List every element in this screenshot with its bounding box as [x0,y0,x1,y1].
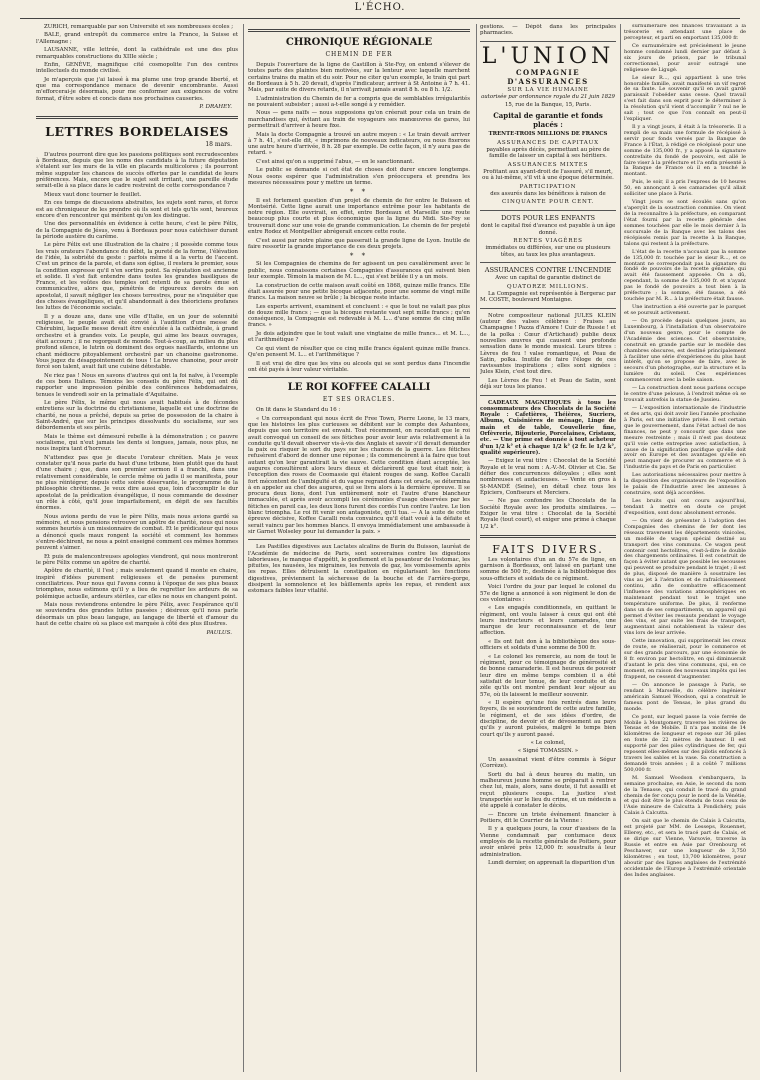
union-text: payables après décès, permettant au père de famille de laisser un capital à ses héritiers. [486,146,610,160]
article-paragraph: Et puis de malencontreuses apologies viendront, qui nous montreront le père Félix comme un apôtre de charité. [36,553,238,566]
intro-paragraph: Enfin, GENÈVE, magnifique cité cosmopolite l'un des centres intellectuels du monde civilisé. [36,62,238,75]
section-rule [248,539,470,540]
section-rule [480,210,616,211]
column-4 [624,24,746,1072]
article-paragraph: L'administration du Chemin de fer a compris que de semblables irrégularités ne pouvaient subsister ; aussi a-t-elle songé à y remédier. [248,95,470,108]
article-paragraph: On lit dans le Standard du 16 : [256,407,341,414]
column-divider-3 [620,24,621,1072]
article-paragraph: Cette innovation, qui supprimerait les creux de route, se réaliserait, pour le commerce et sur des grands parcours, par une économie de 8 fr. environ par hectolitre, en qui diminuerait d'autant le prix des vins communs, qui, en ce moment, en raison des nouveaux impôts qui les frappent, ne cessent d'augmenter. [624,638,746,680]
article-paragraph: Lundi dernier, on apprenait la disparition d'un [488,860,615,867]
article-paragraph: Ce qui vient de résulter que ce cinq mille francs égalent quinze mille francs. Qu'en pensent M. L... et l'arithmétique ? [248,345,470,359]
newspaper-title: L'ÉCHO. [354,2,406,13]
article-signature: « Le colonel, [530,739,566,746]
section-rule [248,29,470,32]
union-participation-heading: PARTICIPATION [519,183,577,190]
article-paragraph: Il y a quelques jours, la cour d'assises de la Vienne condamnait par contumace deux employés de la recette générale de Poitiers, pour avoir enlevé près 12,000 fr. soustraits à leur administration. [480,826,616,858]
article-paragraph: Les autorisations nécessaires pour mettre à la disposition des organisateurs de l'exposition le palais de l'Industrie avec les annexes à construire, sont déjà accordées. [624,472,746,497]
column-1 [36,24,238,1072]
union-capitaux-heading: ASSURANCES DE CAPITAUX [497,139,599,146]
union-mixtes-heading: ASSURANCES MIXTES [507,161,589,168]
intro-signature: P. DRAHEY. [199,104,232,111]
article-paragraph: Le père Félix, le même qui nous avait habitués à de fécondes entretiens sur la doctrine du christianisme, laquelle est une doctrine de charité, ne nous a prêché, depuis sa prise de possession de la chaire à Saint-André, que sur les principes dissolvants du socialisme, sur ses débordements et ses périls. [36,400,238,432]
article-signature: « Signé TOMASSIN. » [517,748,579,755]
incendie-millions: QUATORZE MILLIONS. [506,283,589,290]
article-paragraph: On sait que le chemin de Calais à Calcutta, est projeté par MM. de Lesseps, Rouennet, Ellerey, etc., et sera le tracé part de Calais, et se dirige sur Vienne, Varsovie, traverse la Russie et entre en Asie par Orenbourg et Peschawer, sur une longueur de 3,750 kilomètres ; en tout, 13,700 kilomètres, pour aboutir par des lignes anglaises de l'extrémité occidentale de l'Europe à l'extrémité orientale des Indes anglaises. [624,818,746,878]
column-2 [248,24,470,1072]
column-3 [480,24,616,1072]
chronique-title: CHRONIQUE RÉGIONALE [285,37,433,48]
incendie-representant: La Compagnie est représentée à Bergerac par M. COSTE, boulevard Montaigne. [480,291,616,304]
article-paragraph: Il est vrai de dire que les vins ou alcools qui se sont perdus dans l'incendie ont été payés à leur valeur véritable. [248,360,470,373]
union-subtitle: COMPAGNIE D'ASSURANCES [507,67,589,86]
koffee-subtitle: ET SES ORACLES. [322,396,396,404]
article-paragraph: Les experts arrivent, examinent et concluent : « que le tout ne valait pas plus de douze mille francs ; — que la bicoque restante vaut sept mille francs ; qu'en conséquence, la Compagnie est redevable à M. L... d'une somme de cinq mille francs. » [248,303,470,329]
klein-ad: Notre compositeur national JULES KLEIN (auteur des valses célèbres : Fraises au Champagne ! Pazza d'Amore ! Cuir de Russie ! et de la polka : Cœur d'Artichaud) publie deux nouvelles œuvres qui causent une profonde sensation dans le monde musical. Leurs titres : Lèvres de feu ! valse romantique, et Peau de Satin, polka. Inutile de faire l'éloge de ces ravissantes inspirations ; elles sont signées : Jules Klein, c'est tout dire. [480,312,616,376]
lettres-title: LETTRES BORDELAISES [45,123,229,139]
article-paragraph: — On vient de présenter à l'adoption des Compagnies des chemins de fer dont les réseaux traversent les départements vinicoles, un modèle de wagon spécial destiné au transport des vins communs. Ce wagon peut contenir cent hectolitres, c'est-à-dire le double des chargements ordinaires. Il est construit de façon à éviter autant que possible les secousses qui peuvent se produire pendant le trajet ; il est de plus, disposé de manière à soustraire les vins au jet à l'aération et de rafraîchissement continu, afin de combattre efficacement l'influence des variations atmosphériques en maintenant pendant tout le trajet une température uniforme. De plus, il renferme dans un de ses compartiments, un appareil qui permet d'éviter les ressauts pendant le voyage des vins, et par suite les frais de transport, augmentant ainsi notablement la valeur des vins lors de leur arrivée. [624,518,746,637]
article-paragraph: Ce pont, sur lequel passe la voie ferrée de Mobile à Montgomery, traverse les rivières de Tensas et de Mobile. Il n'a pas moins de 14 kilomètres de longueur et repose sur 36 piles en fonte de 22 mètres de hauteur. Il est supporté par des piles cylindriques de fer, qui reposent elles-mêmes sur des pilotis enfoncés à travers les sables et la vase. Sa construction a demandé trois années ; il a coûté 7 millions 500,000 fr. [624,713,746,773]
article-paragraph: Je dois adjoindre que le tout valait une vingtaine de mille francs... et M. L..., et l'arithmétique ? [248,330,470,344]
faits-divers-title: FAITS DIVERS. [492,542,604,556]
article-paragraph: — On annonce le passage à Paris, se rendant à Marseille, du célèbre ingénieur américain Samuel Woodson, qui a construit le fameux pont de Tensas, le plus grand du monde. [624,681,746,712]
article-paragraph: — Encore un triste événement financier à Poitiers, dit le Courrier de la Vienne : [480,811,616,824]
dots-title: DOTS POUR LES ENFANTS [501,213,595,222]
intro-paragraph: LAUSANNE, ville lettrée, dont la cathédrale est une des plus remarquables constructions du XIIIe siècle ; [36,47,238,60]
section-rule [480,395,616,396]
asterism-separator: * * [349,188,369,197]
article-paragraph: Le public se demande si cet état de choses doit durer encore longtemps. Nous osons espérer que l'administration s'en préoccupera et prendra les mesures nécessaires pour y mettre un terme. [248,167,470,186]
asterism-separator: * * [349,252,369,261]
masthead-rule [20,18,740,19]
section-rule [36,116,238,119]
article-paragraph: Les volontaires d'un an du 57e de ligne, en garnison à Bordeaux, ont laissé en partant une somme de 500 fr., destinée à la bibliothèque des sous-officiers et soldats de ce régiment. [480,556,616,582]
lettres-signature: PAULUS. [206,629,232,636]
chronique-subtitle: CHEMIN DE FER [325,51,393,58]
dots-text: dont le capital fixé d'avance est payable à un âge donné. [480,223,616,236]
article-paragraph: Le père Félix est une illustration de la chaire ; il possède comme tous les vrais orateurs l'abondance du débit, la pureté de la forme, l'élévation de l'idée, la sobriété du geste : parfois même il a la vertu de l'accent. C'est un prince de la parole, et dans son église, il restera le premier, sous la condition expresse qu'il n'en sortira point. Sa réputation est ancienne et solide. Il s'est fait entendre dans toutes les grandes basiliques de France, et les voûtes des temples ont retenti de sa parole émue et communicative, alors que, pénétrés de rigoureux devoirs de son apostolat, il savait négliger les choses terrestres, pour ne s'inquiéter que des choses évangéliques, et qu'il abandonnait à des théoriciens profanes les luttes de l'économie sociale. [36,242,238,312]
section-rule [248,377,470,378]
cadeaux-ad: CADEAUX MAGNIFIQUES à tous les consommateurs des Chocolats de la Société Royale : Cafetières, Théières, Sucriers, Albums, Cuisinières de ménage, Linge de main et de table, Couvellerie fine, Orfèvrerie, Bijouterie, Porcelaines, Cristaux, etc. — Une prime est donnée à tout acheteur d'un 1/2 k° et à chaque 1/2 k° (2 fr. le 1/2 k°, qualité supérieure). [480,399,616,456]
article-paragraph: Le sieur R..., qui appartient à une très honorable famille, avait manifesté un vif regret de sa faute. Le souvenir qu'il en avait gardé paraissait l'obséder sans cesse. Quel travail s'est fait dans son esprit pour le déterminer à la résolution qu'il vient d'accomplir ? nul ne le sait ; tout ce que l'on connaît en peut-il l'expliquer. [624,74,746,122]
section-rule [480,535,616,538]
article-paragraph: Nous — gens naïfs — nous supposions qu'on créerait pour cela un train de marchandises qui, évitant au train de voyageurs ses manœuvres de gares, lui permettrait d'arriver à heure fixe. [248,110,470,130]
union-text: Profitant aux ayant-droit de l'assuré, s'il meurt, ou à lui-même, s'il vit à une époque déterminée. [482,168,614,182]
klein-ad: Les Lèvres de Feu ! et Peau de Satin, sont déjà sur tous les pianos. [480,377,616,391]
article-paragraph: Si les Compagnies de chemins de fer agissent un peu cavalièrement avec le public, nous connaissons certaines Compagnies d'assurances qui suivent bien leur exemple. Témoin la maison de M. L..., qui s'est brûlée il y a un mois. [248,261,470,281]
article-paragraph: Il y a douze ans, dans une ville d'Italie, en un jour de solennité religieuse, le peuple avait été convié à l'audition d'une messe de Chérubini, laquelle messe devait être exécutée à la cathédrale, à grand orchestre et à grandes voix. Le peuple, qui aime les beaux ouvrages, était accouru ; il ne regorgeait de monde. Tout-à-coup, au milieu du plus profond silence, le lutrin où dominent des orgues nasillards, entonne un chant médiocre pitoyablement orchestré par un chanoine gastronome. Vous jugez du désappointement de tous ! Le brave chanoine, pour avoir forcé son talent, avait fait une cuisine détestable. [36,313,238,371]
article-paragraph: C'est ainsi qu'on a supprimé l'abus, — en le sanctionnant. [256,158,415,165]
article-paragraph: Mais nous reviendrons entendre le père Félix, avec l'espérance qu'il se souviendra des grandes luttes passées ; désireux qu'il nous parle désormais un plus beau langage, au langage de liberté et d'amour du haut de cette chaire où sa place est marquée à côté des plus illustres. [36,602,238,628]
article-paragraph: surnuméraire des finances travaillant à la trésorerie en attendant une place de percepteur, et parti en emportant 135,000 fr. [624,24,746,41]
koffee-title: LE ROI KOFFEE CALALLI [287,382,431,394]
rentes-title: RENTES VIAGÈRES [513,238,583,245]
section-rule [480,41,616,42]
incendie-title: ASSURANCES CONTRE L'INCENDIE [484,265,612,274]
article-paragraph: Mais le thème est démesuré rebelle à la démonstration ; ce pauvre socialisme, qui n'eut jamais les dents si longues, jamais, nous plus, ne nous inspira tant d'horreur. [36,433,238,453]
article-paragraph: Vingt jours se sont écoulés sans qu'on s'aperçût de la soustraction commise. On vient de la reconnaître à la préfecture, en comparant l'état fourni par la recette générale des sommes touchées par elle le mois dernier à la succursale de la Banque avec les talons des récépissés remis par la recette à la Banque, talons qui restent à la préfecture. [624,199,746,247]
union-capital: Capital de garantie et fonds placés : [493,110,603,129]
article-paragraph: D'autres pourront dire que les passions politiques sont recrudescentes à Bordeaux, depuis que les noms des candidats à la future députation s'étalent sur les murs de la ville en placards multicolores ; ils pourront même supputer les chances de succès offertes par le candidat de leurs préférences. Mais, encore que le sujet soit irritant, une pareille étude serait-elle à sa place dans le cadre restreint de cette correspondance ? [36,151,238,190]
article-paragraph: — La construction dont nous parlons occupe le centre d'une pelouse, à l'endroit même où se trouvait autrefois la statue de Jussieu. [624,385,746,404]
cadeaux-ad: — Ne pas confondre les Chocolats de la Société Royale avec les produits similaires. — Exiger le vrai titre : Chocolat de la Société Royale (tout court), et exiger une prime à chaque 1/2 k°. [480,498,616,530]
pastilles-ad: Les Pastilles digestives aux Lactates alcalins de Burin du Buisson, lauréat de l'Académie de médecine de Paris, sont souveraines contre les digestions laborieuses, le manque d'appétit, le gonflement et la pesanteur de l'estomac, les pituites, les nausées, les migraines, les renvois de gaz, les vomissements après les repas. Elles détruisent la constipation en régularisant les fonctions digestives, préviennent la sécheresse de la bouche et de l'arrière-gorge, dissipent la somnolence et les bâillements après les repas, et rendent aux estomacs faibles leur vitalité. [248,544,470,595]
article-paragraph: Nous avions perdu de vue le père Félix, mais nous avions gardé sa mémoire, et nous pensions retrouver un apôtre de charité, nous qui nous sommes heurtés à un missionnaire de combat. Et le prédicateur qui nous a dénoncé quels maux rongent la société et comment les hommes s'entre-déchirent, ne nous a point enseigné comment ces mêmes hommes peuvent s'aimer. [36,513,238,552]
article-paragraph: « Il espère qu'une fois rentrés dans leurs foyers, ils se souviendront de cette autre famille, le régiment, et de ses idées d'ordre, de discipline, de devoir et de dévouement au pays qu'ils y auront puisées, malgré le temps bien court qu'ils y auront passé. [480,700,616,738]
union-authorization: autorisée par ordonnance royale du 21 juin 1829 [481,93,615,100]
union-text: des assurés dans les bénéfices à raison de [490,190,606,197]
article-paragraph: gestions. — Dépôt dans les principales pharmacies. [480,24,616,37]
union-title: L'UNION [481,43,615,69]
article-paragraph: Les bruits qui ont couru aujourd'hui, tendant à mettre en doute ce projet d'exposition, sont donc absolument erronés. [624,498,746,516]
rentes-text: immédiates ou différées, sur une ou plusieurs têtes, au taux les plus avantageux. [485,245,611,258]
cadeaux-ad: — Exigez le vrai titre : Chocolat de la Société Royale et le vrai nom : A.-V.-M. Olivier et Cie. Se défier des concurrences déloyales ; elles sont nombreuses et audacieuses. — Vente en gros à St-MANDÉ (Seine), en détail chez tous les Épiciers, Confiseurs et Merciers. [480,458,616,496]
article-paragraph: Il y a vingt jours, il était à la trésorerie. Il a rempli de sa main une formule de récépissé à servir pour fonds versés par la Banque de France à l'État, à rédigé ce récépissé pour une somme de 135,000 fr., y a apposé la signature contrefaite du fondé de pouvoirs, est allé le faire viser à la préfecture et l'a enfin présenté à la Banque de France où il en a touché le montant. [624,124,746,178]
masthead [0,0,760,20]
union-address: 15, rue de la Banque, 15, Paris. [504,102,592,109]
section-rule [480,308,616,309]
article-paragraph: En ces temps de discussions abstraites, les sujets sont rares, et force est au chroniqueur de les prendre où ils sont et tels qu'ils sont, heureux encore d'en rencontrer qui méritent qu'on les distingue. [36,200,238,219]
article-paragraph: Il est fortement question d'un projet de chemin de fer entre le Buisson et Montsérié. Cette ligne aurait une importance extrême pour les habitants de notre région. Elle ouvrirait, en effet, entre Bordeaux et Marseille une route beaucoup plus courte et plus économique que la ligne du Midi. Ste-Foy se trouverait donc sur une voie de grande communication. Le chemin de fer projeté entre Rodez et Montpellier abrégerait encore cette route. [248,197,470,236]
intro-paragraph: Je m'aperçois que j'ai laissé à ma plume une trop grande liberté, et que ma correspondance menace de devenir encombrante. Aussi m'efforcerai-je désormais, pour me conformer aux exigences de votre format, d'être sobre et concis dans nos prochaines causeries. [36,76,238,102]
article-paragraph: Sorti du bal à deux heures du matin, un malheureux jeune homme se préparait à rentrer chez lui, mais, alors, sans doute, il fut assailli et reçut plusieurs coups. La justice s'est transportée sur le lieu du crime, et un médecin a été appelé à constater le décès. [480,771,616,810]
article-paragraph: Un assassinat vient d'être commis à Ségur (Corrèze). [480,756,616,770]
article-paragraph: — On procède depuis quelques jours, au Luxembourg, à l'installation d'un observatoire d'un nouveau genre, pour le compte de l'Académie des sciences. Cet observatoire, construit en grande partie sur le modèle des chambres obscures, est destiné principalement à faciliter une série d'expériences du plus haut intérêt, qu'on se propose de faire, avec le secours d'un photographe, sur la structure et la lumière du soleil. Ces expériences commenceront avec la belle saison. [624,318,746,384]
incendie-text: Avec un capital de garantie distinct de [495,275,601,282]
article-paragraph: « Un correspondant qui nous écrit de Free Town, Pierre Leone, le 13 mars, que les histoires les plus curieuses se débitent sur le compte des Ashantees, depuis que son territoire est envahi. Tout récemment, on racontait que le roi avait convoqué un conseil de ses fétiches pour avoir leur avis relativement à la conduite qu'il devait observer vis-à-vis des Anglais et savoir s'il devait demander la paix ou risquer le sort du pays sur les chances de la guerre. Les fétiches refusèrent d'abord de donner une réponse ; ils commencèrent à la faire que tout autant qu'on leur garantirait la vie sauve. Cette condition étant acceptée, les augures consultèrent alors leurs dieux et déclarèrent que tout était noir, à l'exception des roses de Coomassie qui étaient rouges de sang. Koffee Cacalli fort mécontent de l'ambiguïté et du vague regrand dans cet oracle, se détermina à en appeler au chef des augures, qui se livra alors à la dernière épreuve. Il se procura deux lions, dont l'un entièrement noir et l'autre d'une blancheur immaculée, et après avoir accompli les cérémonies d'usage observées par les fétiches en pareil cas, les deux lions furent des cordés l'un contre l'autre. Le lion blanc triompha. Le roi fit venir son antagoniste, qu'il tua. — A la suite de cette épreuve décisive, Koffee Cacalli resta convaincu qu'il était voué à la défaite et serait vaincu par les hommes blancs. Il envoya immédiatement une ambassade à sir Garnet Wolseley pour lui demander la paix. » [248,415,470,535]
article-paragraph: Ne riez pas ! Nous en savons d'autres qui ont la foi naïve, à l'exemple de ces bons Italiens. Témoins les conseils du père Félix, qui ont dû rapporter une impression pénible des conférences hebdomadaires, tenues le vendredi soir en la primatiale d'Aquitaine. [36,372,238,398]
article-paragraph: — L'exposition internationale de l'industrie et des arts, qui doit avoir lieu l'année prochaine à Paris, est une initiative privée. Il est certain que le gouvernement, dans l'état actuel de nos finances, ne peut y concourir que dans une mesure restreinte ; mais il n'est pas douteux qu'il voie cette entreprise avec satisfaction, à cause de la signification pacifique qu'elle doit avoir en Europe et des avantages qu'elle en peut manquer de procurer au commerce et à l'industrie du pays et de Paris en particulier. [624,405,746,471]
article-paragraph: Voici l'ordre du jour par lequel le colonel du 57e de ligne a annoncé à son régiment le don de ces volontaires : [480,584,616,603]
union-subtitle-2: SUR LA VIE HUMAINE [507,86,589,93]
article-paragraph: « Les engagés conditionnels, en quittant le régiment, ont voulu laisser à ceux qui ont été leurs instructeurs et leurs camarades, une marque de leur reconnaissance et de leur affection. [480,605,616,637]
article-paragraph: Mieux vaut donc tourner le feuillet. [44,191,142,198]
section-rule [480,262,616,263]
article-paragraph: C'est aussi par notre plaine que passerait la grande ligne de Lyon. Inutile de faire ressortir la grande importance de ces deux projets. [248,237,470,250]
article-paragraph: Une instruction a été ouverte par le parquet et se poursuit activement. [624,304,746,316]
article-paragraph: Depuis l'ouverture de la ligne de Castillon à Ste-Foy, on entend s'élever de toutes parts des plaintes bien motivées, sur la lenteur avec laquelle marchent certains trains du matin et du soir. Pour ne citer qu'un exemple, le train qui part de Bordeaux à 5 h. 20 devait, d'après l'indicateur, arriver à St Antoine à 7 h. 41. Mais, par suite de divers retards, il n'arrivait jamais avant 8 h. ou 8 h. 1/2. [248,62,470,94]
article-paragraph: L'état de la recette n'accusait pas la somme de 135,000 fr. touchée par le sieur R..., et ce montant ne correspondait pas la signature du fondé de pouvoirs de la recette générale, qui avait été faussement apposée. On a dû, cependant, la somme de 135,000 fr. et n'ayant pas le fondé de pouvoirs a tout bien à la préfecture ; la somme, été fausse, a été touchée par M. R... à la préfecture était fausse. [624,248,746,302]
article-paragraph: N'attendez pas que je discute l'orateur chrétien. Mais je veux constater qu'il nous parle du haut d'une tribune, bien plutôt que du haut d'une chaire ; que, dans son premier sermon il a franchi, dans une relativement considérable, le cercle même où jadis il se manifesta, pour ne plus réintégrer, depuis cette soirée déservante, le programme de la philosophie chrétienne. Je veux dire aussi que, loin d'accomplir le dur apostolat de la prédication évangélique, il nous commande de dessiner un rôle à côté, qu'il joue imparfaitement, en dépit de ses facultés énormes. [36,454,238,512]
article-paragraph: Apôtre de charité, il l'est ; mais seulement quand il monte en chaire, inspiré d'idées purement religieuses et de pensées purement conciliatrices. Pour nous qui l'avons connu à l'époque de ses plus beaux triomphes, nous estimons qu'il y a lieu de regretter les ardeurs de sa polémique actuelle, ardeurs stériles, car elles ne nous en changent point. [36,568,238,600]
union-millions: TRENTE-TROIS MILLIONS DE FRANCS [488,131,608,138]
article-paragraph: Mais la docte Compagnie a trouvé un autre moyen : « Le train devait arriver à 7 h. 41, s'est-elle dit, « imprimons de nouveaux indicateurs, ou nous fixerons une autre heure d'arrivée, 8 h. 28 par exemple. De cette façon, il n'y aura pas de retard. » [248,131,470,157]
lettres-date: 18 mars. [205,140,232,148]
article-paragraph: Ce surnuméraire est précisément le jeune homme condamné lundi dernier par défaut à six jours de prison, par le tribunal correctionnel, pour avoir outragé une religieuse de Ligugé. [624,42,746,73]
intro-paragraph: BALE, grand entrepôt du commerce entre la France, la Suisse et l'Allemagne ; [36,32,238,45]
intro-paragraph: ZURICH, remarquable par son Université et ses nombreuses écoles ; [44,24,234,30]
article-paragraph: « Le colonel les remercie, au nom de tout le régiment, pour ce témoignage de générosité et de bonne camaraderie. Il est heureux de pouvoir leur dire en même temps combien il a été satisfait de leur tenue, de leur conduite et du zèle qu'ils ont montré pendant leur séjour au 57e, où ils laissent le meilleur souvenir. [480,653,616,698]
union-cinquante: CINQUANTE POUR CENT. [501,199,595,206]
article-paragraph: Puis, le soir, il a pris l'express de 10 heures 50, en annonçant à ses camarades qu'il allait solliciter une place à Paris. [624,179,746,198]
article-paragraph: Une des personnalités en évidence à cette heure, c'est le père Félix, de la Compagnie de Jésus, venu à Bordeaux pour nous catéchiser durant la période austère du carême. [36,221,238,240]
article-paragraph: « Ils ont fait don à la bibliothèque des sous-officiers et soldats d'une somme de 500 fr. [480,638,616,652]
column-divider-1 [243,24,244,1072]
article-paragraph: La construction de cette maison avait coûté en 1868, quinze mille francs. Elle était assurée pour une petite bicoque adjacente, pour une somme de vingt mille francs. La maison neuve se brûle ; la bicoque reste intacte. [248,282,470,302]
article-paragraph: M. Samuel Woodson s'embarquera, la semaine prochaine, en Asie, le second du nom de la Tenasse, qui conduit le tracé du grand chemin de fer conçu pour le nord de la Vénétie, et qui doit être le plus étendu de tous ceux de l'Asie mineure de Calcutta à Pondichéry, puis Calais à Calcutta. [624,774,746,817]
column-divider-2 [476,24,477,1072]
